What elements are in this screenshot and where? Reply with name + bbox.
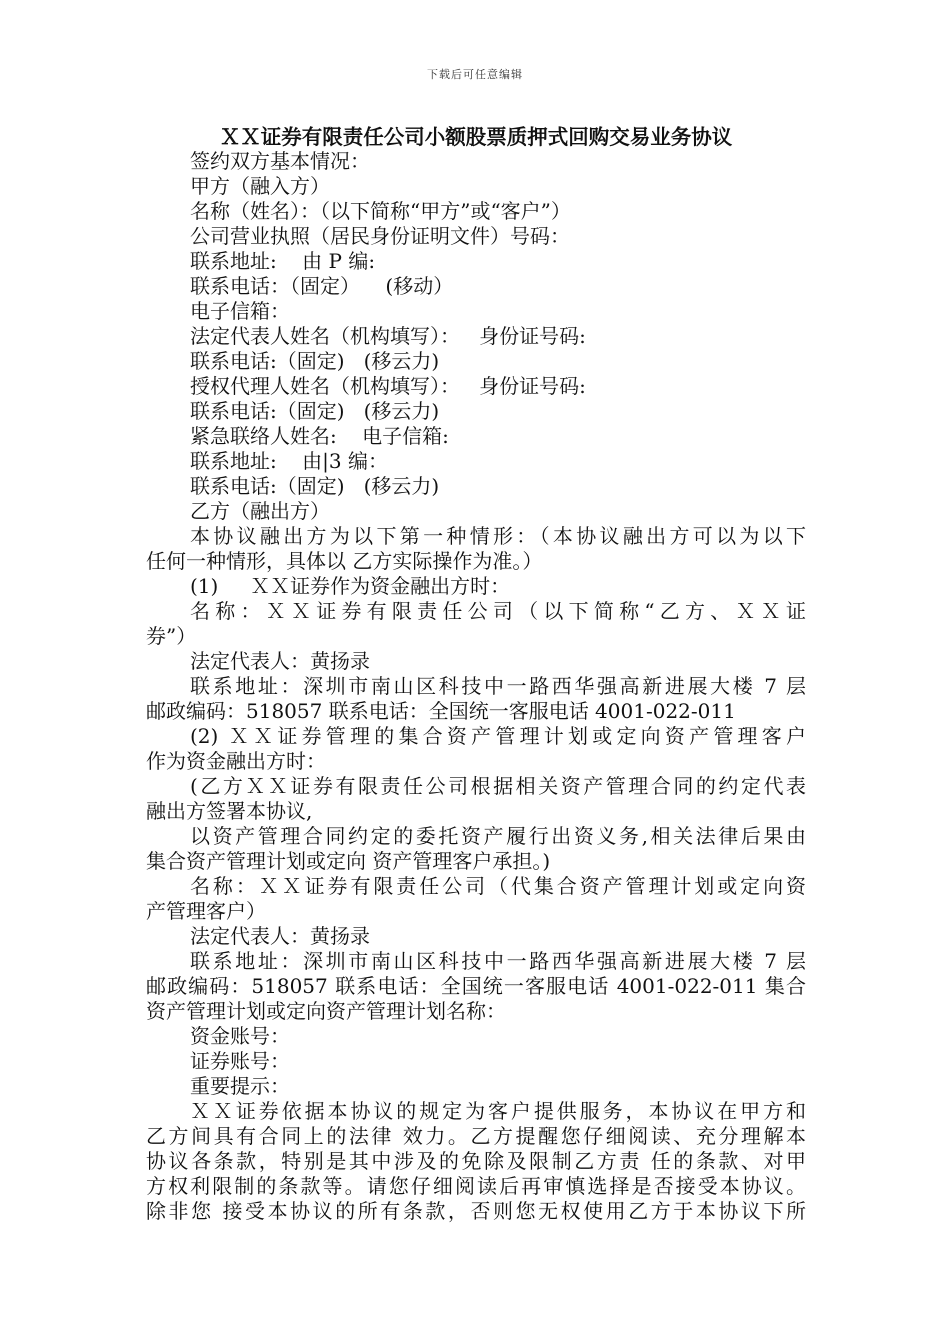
paragraph-line: 乙方（融出方） [190,499,330,523]
paragraph-line: 方权利限制的条款等。请您仔细阅读后再审慎选择是否接受本协议。 [146,1174,806,1198]
paragraph-line: 作为资金融出方时： [146,749,326,773]
paragraph-line: 以资产管理合同约定的委托资产履行出资义务,相关法律后果由 [190,824,806,848]
paragraph-line: 证券账号： [190,1049,290,1073]
paragraph-line: 名称（姓名）：（以下简称“甲方”或“客户”） [190,199,571,223]
paragraph-line: 券”） [146,624,197,648]
paragraph-line: 邮政编码：518057 联系电话：全国统一客服电话 4001-022-011 [146,699,736,723]
paragraph-line: 法定代表人：黄扬录 [190,649,370,673]
paragraph-line: 联系地址: 由 P 编: [190,249,376,273]
paragraph-line: 联系电话:（固定) (移云力) [190,399,440,423]
paragraph-line: 联系地址：深圳市南山区科技中一路西华强高新进展大楼 7 层 [190,674,806,698]
paragraph-line: 联系地址：深圳市南山区科技中一路西华强高新进展大楼 7 层 [190,949,806,973]
paragraph-line: 名称：ＸＸ证券有限责任公司（以下简称“乙方、ＸＸ证 [190,599,806,623]
paragraph-line: 融出方签署本协议, [146,799,313,823]
paragraph-line: 甲方（融入方） [190,174,330,198]
paragraph-line: 除非您 接受本协议的所有条款，否则您无权使用乙方于本协议下所 [146,1199,806,1223]
paragraph-line: 联系电话：（固定） (移动） [190,274,454,298]
paragraph-line: 紧急联络人姓名: 电子信箱: [190,424,449,448]
document-body [146,149,806,1224]
paragraph-line: 授权代理人姓名（机构填写）： 身份证号码: [190,374,586,398]
paragraph-line: 资产管理计划或定向资产管理计划名称： [146,999,506,1023]
paragraph-line: 任何一种情形，具体以 乙方实际操作为准。） [146,549,543,573]
paragraph-line: 本协议融出方为以下第一种情形：（本协议融出方可以为以下 [190,524,806,548]
paragraph-line: 邮政编码：518057 联系电话：全国统一客服电话 4001-022-011 集合 [146,974,806,998]
paragraph-line: 签约双方基本情况： [190,149,370,173]
paragraph-line: 公司营业执照（居民身份证明文件）号码： [190,224,570,248]
paragraph-line: 联系电话:（固定) (移云力) [190,474,440,498]
paragraph-line: 法定代表人：黄扬录 [190,924,370,948]
paragraph-line: 协议各条款，特别是其中涉及的免除及限制乙方责 任的条款、对甲 [146,1149,806,1173]
paragraph-line: 联系电话:（固定) (移云力) [190,349,440,373]
paragraph-line: (乙方ＸＸ证券有限责任公司根据相关资产管理合同的约定代表 [190,774,806,798]
paragraph-line: 电子信箱： [190,299,290,323]
paragraph-line: ＸＸ证券依据本协议的规定为客户提供服务，本协议在甲方和 [190,1099,806,1123]
paragraph-line: 乙方间具有合同上的法律 效力。乙方提醒您仔细阅读、充分理解本 [146,1124,806,1148]
paragraph-line: 产管理客户） [146,899,266,923]
paragraph-line: 资金账号： [190,1024,290,1048]
paragraph-line: (1) ＸＸ证券作为资金融出方时： [190,574,511,598]
paragraph-line: 集合资产管理计划或定向 资产管理客户承担。) [146,849,551,873]
paragraph-line: 名称：ＸＸ证券有限责任公司（代集合资产管理计划或定向资 [190,874,806,898]
paragraph-line: (2) ＸＸ证券管理的集合资产管理计划或定向资产管理客户 [190,724,806,748]
paragraph-line: 联系地址: 由|3 编： [190,449,388,473]
paragraph-line: 重要提示： [190,1074,290,1098]
page-header-note: 下载后可任意编辑 [427,68,523,81]
paragraph-line: 法定代表人姓名（机构填写）： 身份证号码: [190,324,586,348]
document-title: ＸＸ证券有限责任公司小额股票质押式回购交易业务协议 [219,125,733,149]
